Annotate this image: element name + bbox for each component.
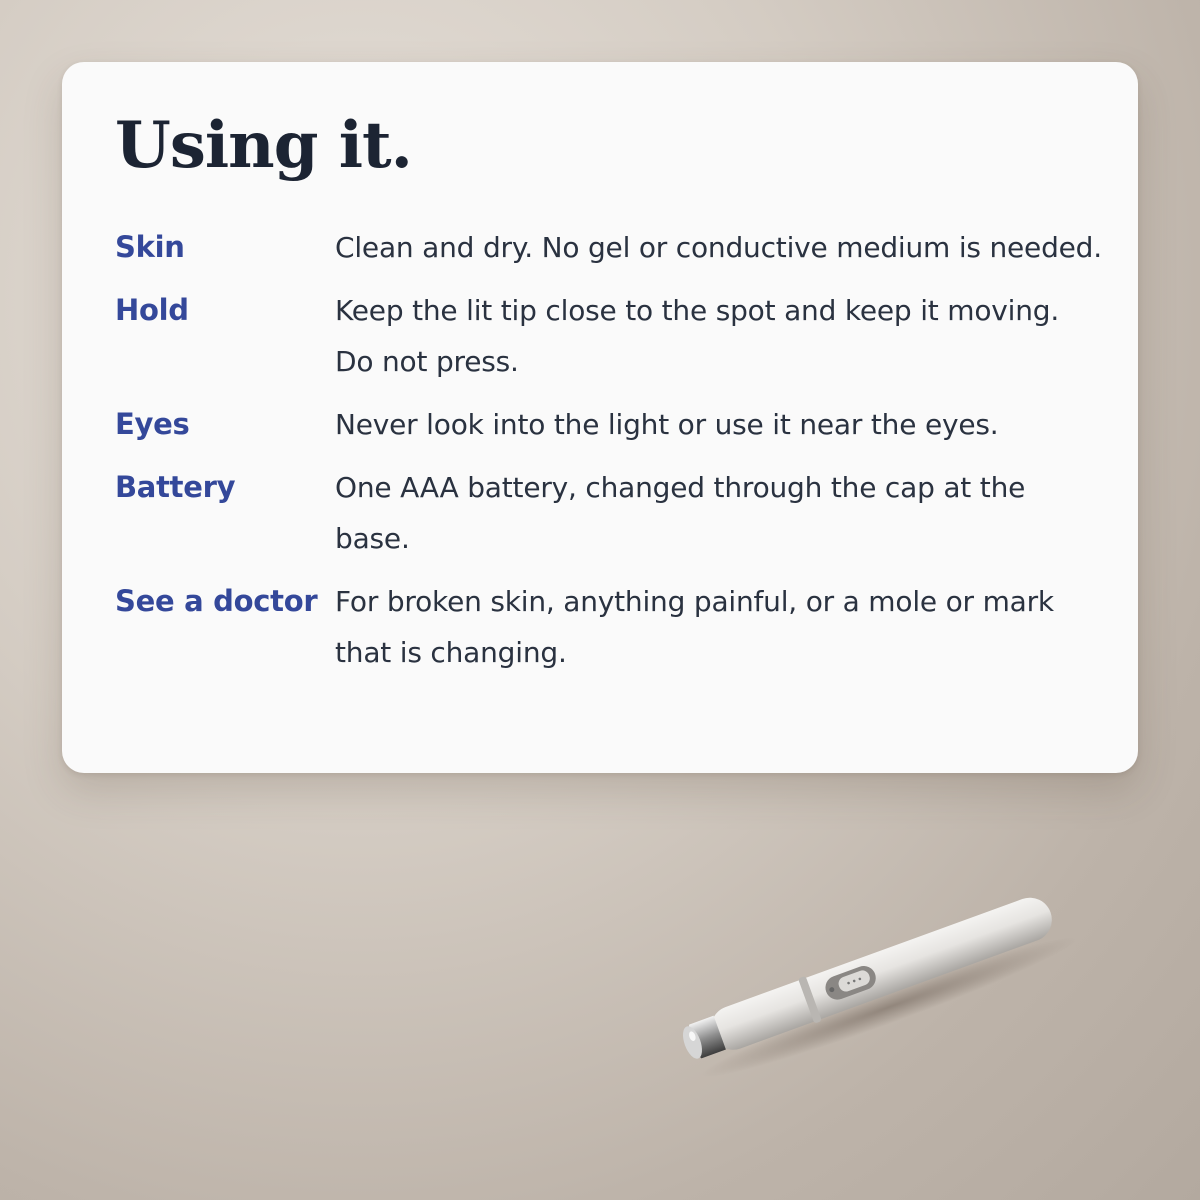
instruction-row-skin	[115, 222, 1105, 273]
row-label: See a doctor	[115, 584, 318, 618]
row-label: Hold	[115, 293, 189, 327]
instructions-card	[62, 62, 1138, 773]
row-label: Battery	[115, 470, 236, 504]
row-label: Skin	[115, 230, 185, 264]
row-text: For broken skin, anything painful, or a mole or mark that is changing.	[335, 585, 1054, 669]
row-label: Eyes	[115, 407, 190, 441]
row-text: One AAA battery, changed through the cap at the base.	[335, 471, 1026, 555]
instruction-row-hold	[115, 285, 1105, 387]
instruction-row-eyes	[115, 399, 1105, 450]
instruction-row-battery	[115, 462, 1105, 564]
instruction-row-see-a-doctor	[115, 576, 1105, 678]
row-text: Keep the lit tip close to the spot and keep it moving. Do not press.	[335, 294, 1060, 378]
card-title: Using it.	[115, 108, 412, 183]
instruction-list	[115, 222, 1105, 690]
row-text: Never look into the light or use it near the eyes.	[335, 408, 999, 441]
row-text: Clean and dry. No gel or conductive medium is needed.	[335, 231, 1102, 264]
light-pen-device-image	[660, 860, 1100, 1080]
